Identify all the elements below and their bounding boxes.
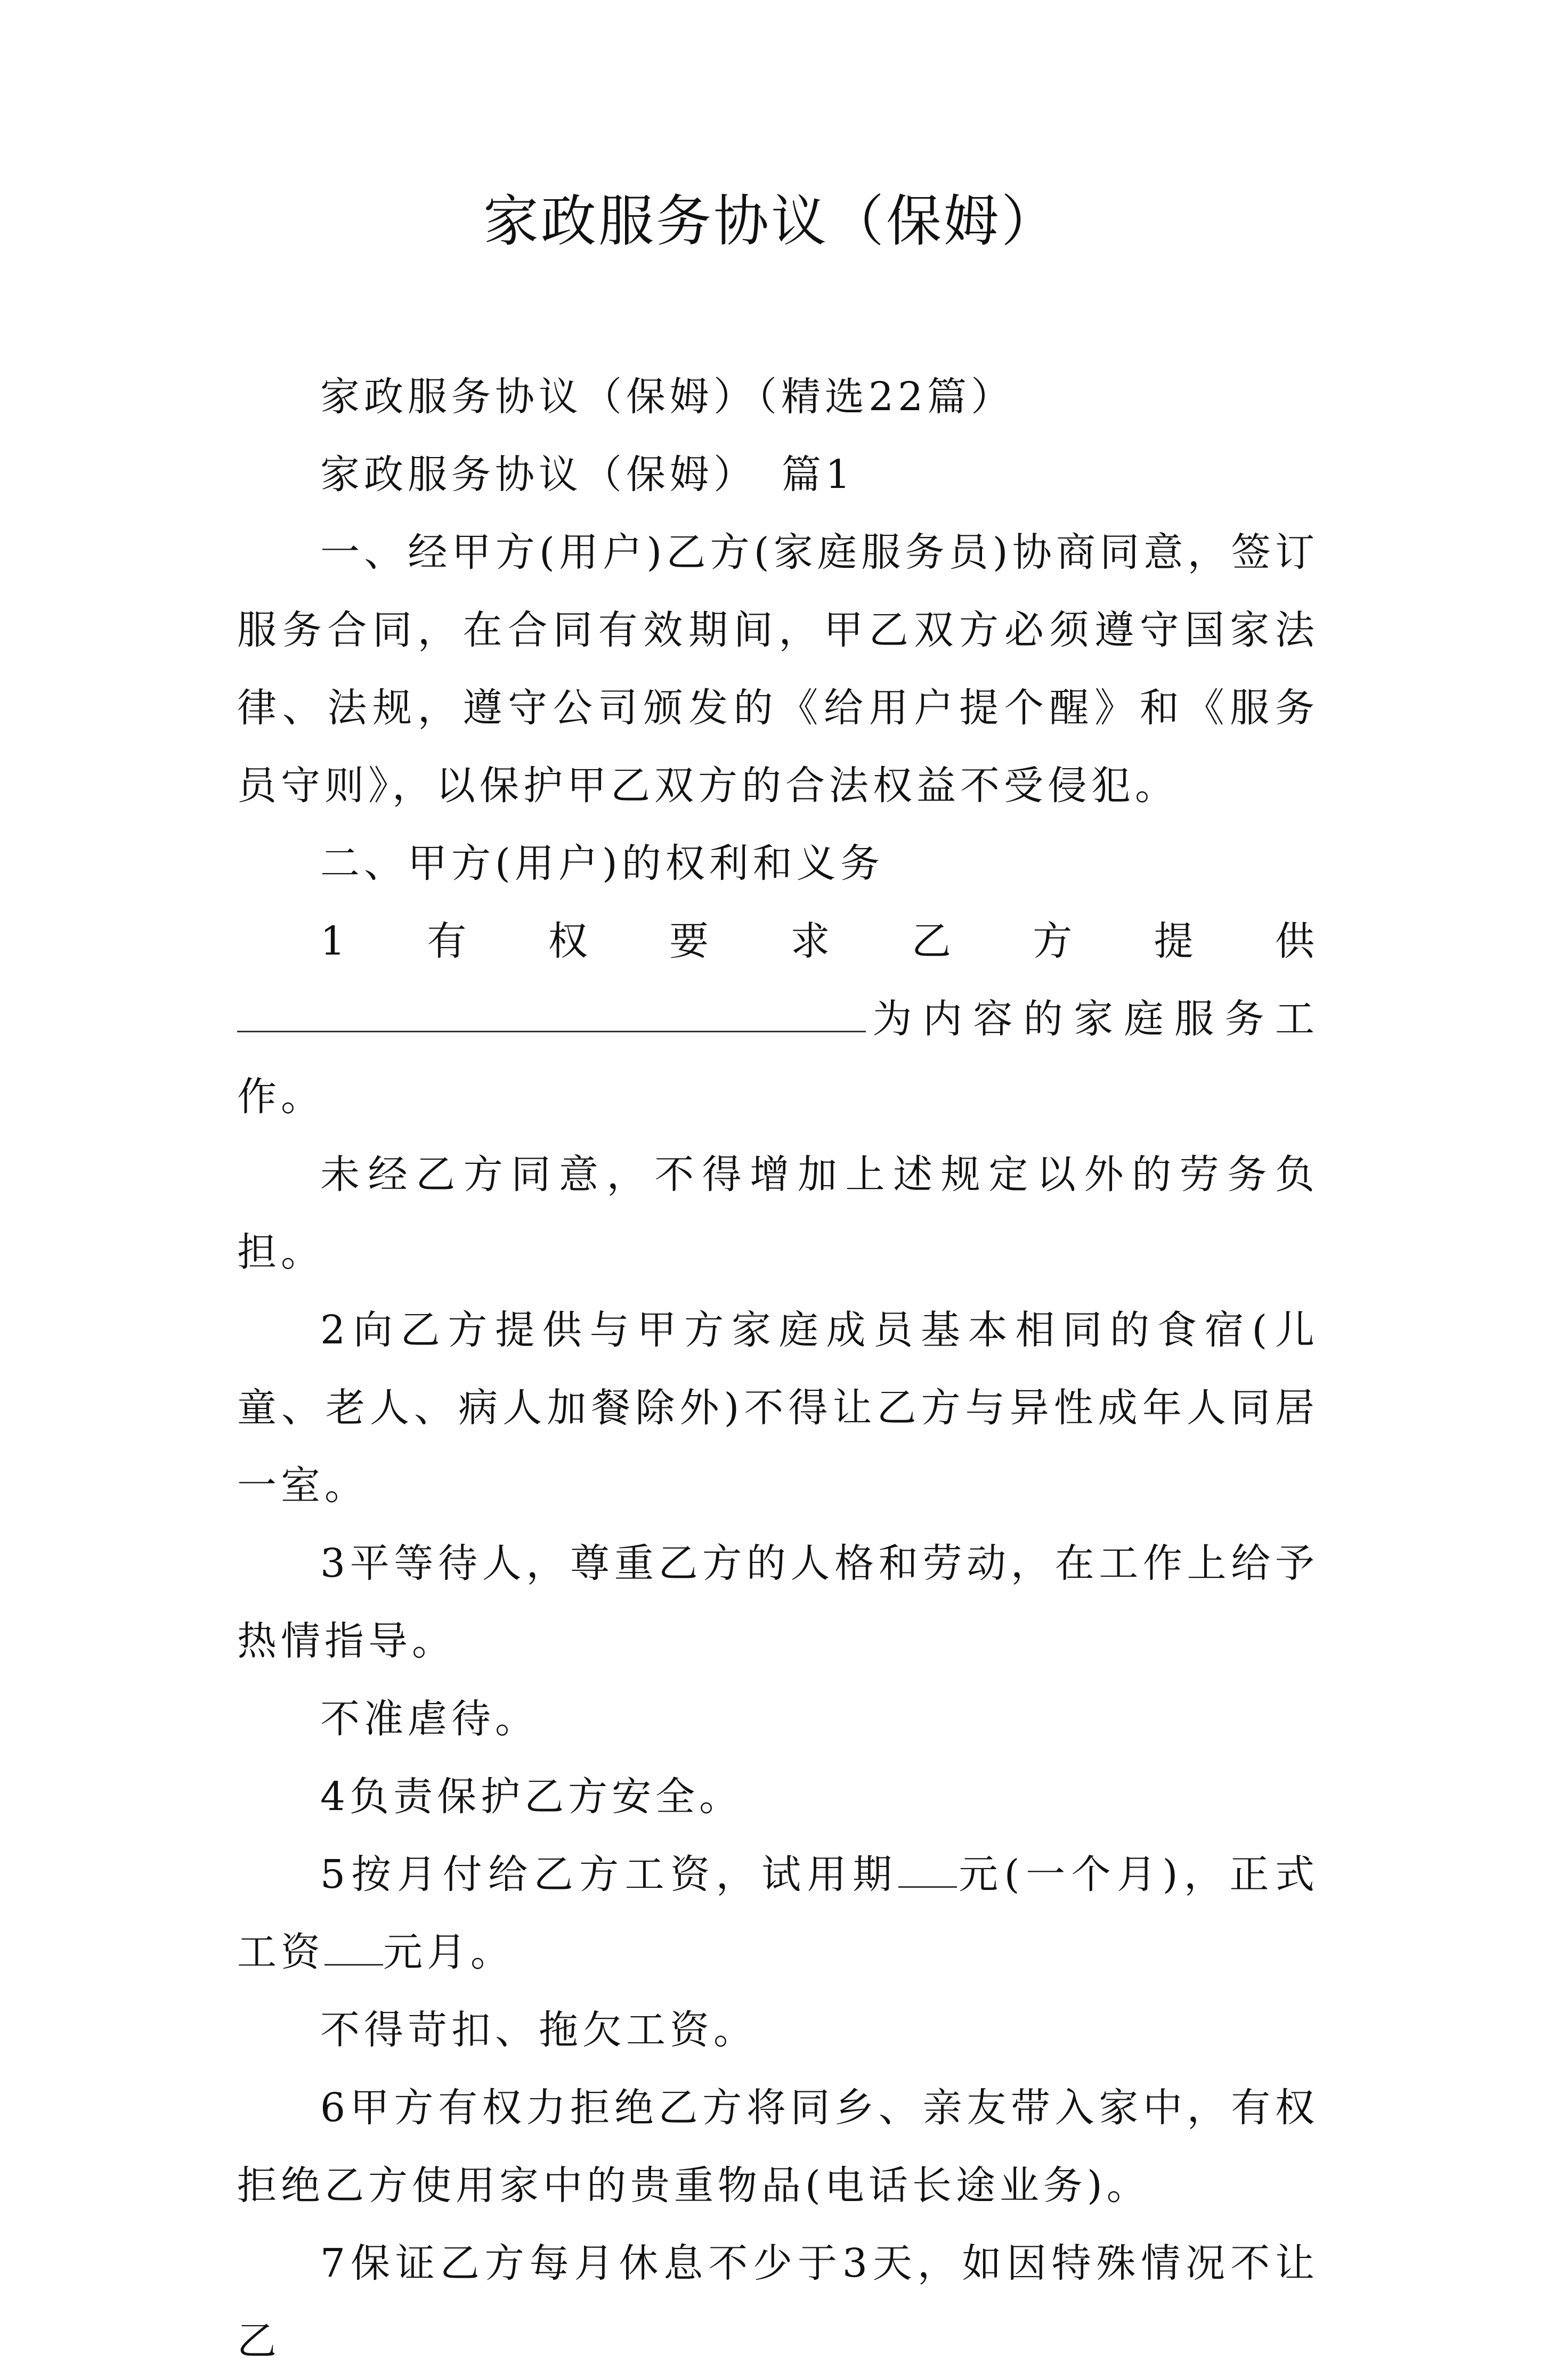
item-5-text-middle: 元(一个月)，正式工资 [237, 1852, 1319, 1975]
section-heading-number: 篇1 [782, 452, 855, 498]
paragraph-item-6: 6甲方有权力拒绝乙方将同乡、亲友带入家中，有权拒绝乙方使用家中的贵重物品(电话长途业务)。 [237, 2085, 1319, 2208]
fill-in-blank [324, 1916, 383, 1966]
paragraph-item-5-note: 不得苛扣、拖欠工资。 [320, 2007, 757, 2053]
fill-in-blank [898, 1838, 957, 1888]
paragraph-item-2: 2向乙方提供与甲方家庭成员基本相同的食宿(儿童、老人、病人加餐除外)不得让乙方与异性成年人同居一室。 [237, 1307, 1319, 1509]
section-heading-title: 家政服务协议（保姆） [320, 452, 757, 498]
item-1-text: 1有权要求乙方提供 [320, 918, 1319, 964]
paragraph-clause-1: 一、经甲方(用户)乙方(家庭服务员)协商同意，签订服务合同，在合同有效期间，甲乙双方必须遵守国家法律、法规，遵守公司颁发的《给用户提个醒》和《服务员守则》，以保护甲乙双方的合法权益不受侵犯。 [237, 529, 1319, 809]
paragraph-item-3-note: 不准虐待。 [320, 1696, 539, 1742]
document-title: 家政服务协议（保姆） [483, 189, 1059, 254]
item-5-text-end: 元月。 [383, 1929, 514, 1975]
item-1-text-continued: 为内容的家庭服务工作。 [237, 996, 1319, 1120]
paragraph-collection-heading: 家政服务协议（保姆）（精选22篇） [320, 374, 1015, 420]
item-5-text: 5按月付给乙方工资，试用期 [320, 1852, 898, 1897]
paragraph-section-heading [237, 436, 1319, 514]
paragraph-item-5 [237, 1836, 1319, 1991]
paragraph-item-7: 7保证乙方每月休息不少于3天，如因特殊情况不让乙 [237, 2240, 1319, 2364]
paragraph-item-1-note: 未经乙方同意，不得增加上述规定以外的劳务负担。 [237, 1152, 1319, 1275]
document-body [237, 358, 1319, 2380]
paragraph-item-4: 4负责保护乙方安全。 [320, 1774, 743, 1820]
fill-in-blank [237, 983, 866, 1032]
paragraph-item-1 [237, 902, 1319, 1136]
paragraph-clause-2-heading: 二、甲方(用户)的权利和义务 [320, 841, 884, 886]
paragraph-item-3: 3平等待人，尊重乙方的人格和劳动，在工作上给予热情指导。 [237, 1541, 1319, 1664]
